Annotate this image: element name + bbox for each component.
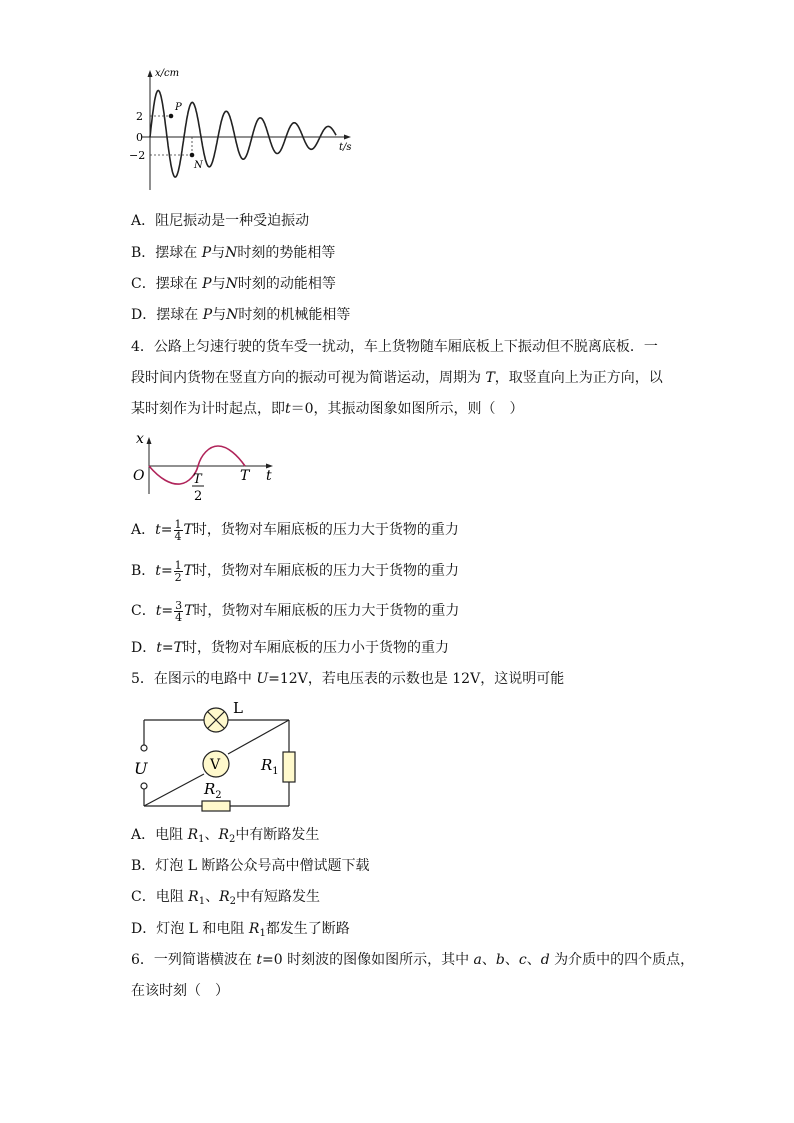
u-label: U (134, 759, 148, 778)
q6-stem-line1: 6．一列简谐横波在 t=0 时刻波的图像如图所示，其中 a、b、c、d 为介质中的四个质点， (131, 952, 695, 968)
point-n-label: N (194, 160, 203, 171)
half-period-den: 2 (194, 489, 203, 504)
point-n (190, 153, 195, 158)
q5-option-c: C．电阻 $R_1$、$R_2$中有短路发生 (131, 889, 321, 907)
q5-option-b: B．灯泡 L 断路公众号高中僧试题下载 (131, 858, 370, 874)
q3-option-b: B．摆球在 P与N时刻的势能相等 (131, 245, 336, 261)
origin-label: O (133, 468, 145, 484)
diagonal-wire-upper (228, 720, 289, 754)
lamp-label: L (233, 699, 243, 717)
point-p-label: P (175, 102, 182, 113)
q4-stem-line2: 段时间内货物在竖直方向的振动可视为简谐运动，周期为 T，取竖直向上为正方向，以 (131, 370, 663, 386)
circuit-diagram (128, 696, 308, 816)
q3-option-d: D．摆球在 P与N时刻的机械能相等 (131, 307, 351, 323)
diagonal-wire-lower (144, 774, 204, 806)
fraction: $\frac{1}{4}$ (174, 517, 182, 543)
resistor-r1 (283, 752, 295, 782)
point-p (169, 114, 174, 119)
t-label: t (266, 468, 272, 484)
x-axis-label: t/s (339, 142, 352, 153)
q4-stem-line3: 某时刻作为计时起点，即t＝0，其振动图象如图所示，则（ ） (131, 401, 524, 417)
damped-oscillation-graph (128, 62, 358, 194)
q5-stem: 5．在图示的电路中 U=12V，若电压表的示数也是 12V，这说明可能 (131, 671, 565, 687)
fraction: $\frac{3}{4}$ (175, 598, 183, 624)
q6-stem-line2: 在该时刻（ ） (131, 983, 229, 999)
fraction: $\frac{1}{2}$ (174, 558, 182, 584)
y-axis-arrow (147, 437, 152, 444)
q4-option-b: B．t= $\frac{1}{2}$ T时，货物对车厢底板的压力大于货物的重力 (131, 558, 460, 584)
q4-stem-line1: 4．公路上匀速行驶的货车受一扰动，车上货物随车厢底板上下振动但不脱离底板．一 (131, 339, 658, 355)
q3-option-a: A．阻尼振动是一种受迫振动 (131, 213, 310, 229)
q4-option-c: C．t= $\frac{3}{4}$ T时，货物对车厢底板的压力大于货物的重力 (131, 598, 460, 624)
terminal-bottom (141, 783, 147, 789)
tick-label-0: 0 (136, 131, 143, 144)
q5-option-a: A．电阻 $R_1$、$R_2$中有断路发生 (131, 827, 320, 845)
x-axis-arrow (344, 135, 351, 140)
q3-option-c: C．摆球在 P与N时刻的动能相等 (131, 276, 336, 292)
q4-option-d: D．t=T时，货物对车厢底板的压力小于货物的重力 (131, 640, 449, 656)
r1-label: $R_1$ (261, 756, 279, 777)
q4-option-a: A．t= $\frac{1}{4}$ T时，货物对车厢底板的压力大于货物的重力 (131, 517, 459, 543)
y-axis-label: x/cm (155, 68, 180, 79)
voltmeter-label: V (210, 757, 221, 773)
vibration-graph (128, 428, 280, 508)
resistor-r2 (202, 801, 230, 811)
half-period-num: T (193, 472, 202, 487)
x-label: x (136, 431, 144, 447)
T-label: T (240, 468, 250, 484)
r2-label: $R_2$ (204, 780, 222, 801)
tick-label-2: 2 (136, 110, 143, 123)
tick-label-neg2: −2 (129, 149, 146, 162)
terminal-top (141, 745, 147, 751)
q5-option-d: D．灯泡 L 和电阻 $R_1$都发生了断路 (131, 921, 350, 939)
y-axis-arrow (148, 70, 153, 77)
